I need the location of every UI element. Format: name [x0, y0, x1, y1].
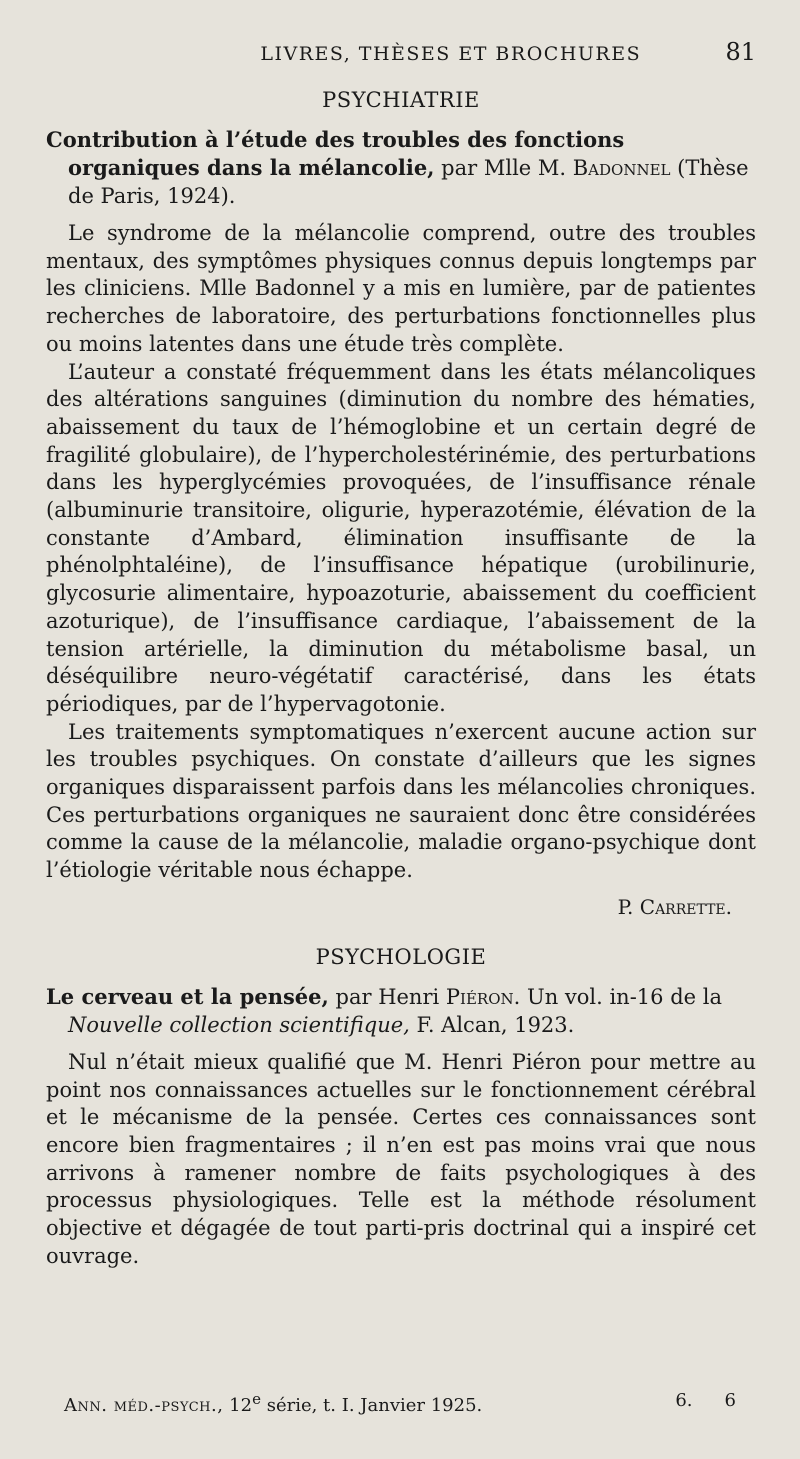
- section-title-psychiatrie: PSYCHIATRIE: [322, 88, 480, 112]
- paragraph: Nul n’était mieux qualifié que M. Henri Piéron pour mettre au point nos connaissances actuelles sur le fonctionnement cérébral et le mécanisme de la pensée. Certes ces connaissances sont encore bien fragmentaires ; il n’en est pas moins vrai que nous arrivons à ramener nombre de faits psychologiques à des processus physiologiques. Telle est la méthode résolument objective et dégagée de tout parti-pris doctrinal qui a inspiré cet ouvrage.: [46, 1049, 756, 1268]
- entry-source-post: F. Alcan, 1923.: [409, 1012, 575, 1037]
- entry-heading-psychiatrie: [46, 126, 756, 210]
- footer-series-pre: 12: [223, 1395, 253, 1416]
- entry-source: (Thèse de Paris, 1924).: [68, 156, 749, 208]
- entry-source-pre: . Un vol. in-16 de la: [513, 984, 722, 1009]
- page-number: 81: [725, 38, 756, 66]
- entry-author-prefix: par Mlle M.: [434, 156, 573, 180]
- entry-title: Le cerveau et la pensée,: [46, 983, 329, 1009]
- footer-series-post: série, t. I. Janvier 1925.: [260, 1395, 483, 1416]
- paragraph: Le syndrome de la mélancolie comprend, outre des troubles mentaux, des symptômes physiques connus depuis longtemps par les cliniciens. Mlle Badonnel y a mis en lumière, par de patientes recherches de laboratoire, des perturbations fonctionnelles plus ou moins latentes dans une étude très complète.: [46, 221, 756, 356]
- footer-num-a: 6.: [675, 1390, 693, 1411]
- running-title: LIVRES, THÈSES ET BROCHURES: [260, 43, 642, 65]
- signature: P. Carrette.: [617, 894, 732, 919]
- paragraph: Les traitements symptomatiques n’exercent aucune action sur les troubles psychiques. On constate d’ailleurs que les signes organiques disparaissent parfois dans les mélancolies chroniques. Ces perturbations organiques ne sauraient donc être considérées comme la cause de la mélancolie, maladie organo-psychique dont l’étiologie véritable nous échappe.: [46, 719, 756, 883]
- running-header: [46, 38, 756, 74]
- footer-series-sup: e: [252, 1390, 261, 1408]
- footer-signature-marks: [643, 1390, 736, 1416]
- entry-author-name: Piéron: [445, 984, 514, 1009]
- footer-journal: Ann. méd.-psych.,: [64, 1395, 224, 1416]
- footer-citation: [64, 1390, 482, 1416]
- paragraph: L’auteur a constaté fréquemment dans les états mélancoliques des altérations sanguines (diminution du nombre des hématies, abaissement du taux de l’hémoglobine et un certain degré de fragilité globulaire), de l’hypercholestérinémie, des perturbations dans les hyperglycémies provoquées, de l’insuffisance rénale (albuminurie transitoire, oligurie, hyperazotémie, élévation de la constante d’Ambard, élimination insuffisante de la phénolphtaléine), de l’insuffisance hépatique (urobilinurie, glycosurie alimentaire, hypoazoturie, abaissement du coefficient azoturique), de l’insuffisance cardiaque, l’abaissement de la tension artérielle, la diminution du métabolisme basal, un déséquilibre neuro-végétatif caractérisé, dans les états périodiques, par de l’hypervagotonie.: [46, 359, 756, 716]
- entry-author-prefix: par Henri: [328, 984, 446, 1009]
- section-title-psychologie: PSYCHOLOGIE: [315, 944, 487, 969]
- entry-heading-psychologie: [46, 983, 756, 1039]
- entry-source-italic: Nouvelle collection scientifique,: [68, 1012, 410, 1037]
- footer-num-b: 6: [724, 1390, 736, 1411]
- entry-title: Contribution à l’étude des troubles des fonctions organiques dans la mélancolie,: [46, 127, 625, 180]
- entry-author-name: Badonnel: [572, 156, 671, 180]
- footer: [64, 1390, 736, 1416]
